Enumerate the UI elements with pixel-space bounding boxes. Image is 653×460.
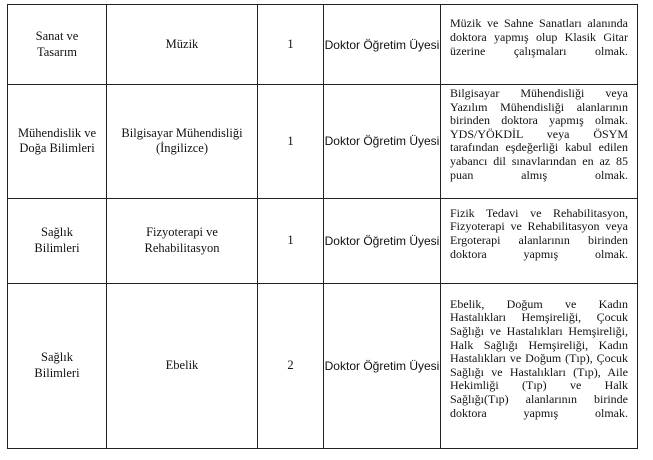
position-cell: Doktor Öğretim Üyesi	[324, 198, 441, 283]
table-row	[8, 85, 638, 199]
department-text: Bilgisayar Mühendisliği (İngilizce)	[121, 125, 243, 156]
requirement-text: Ebelik, Doğum ve Kadın Hastalıkları Hemşireliği, Çocuk Sağlığı ve Hastalıkları Hemşireliği, Halk Sağlığı Hemşireliği, Kadın Hastalıkları ve Doğum (Tıp), Çocuk Sağlığı ve Hastalıkları (Tıp), Aile Hekimliği (Tıp) ve Halk Sağlığı(Tıp) alanlarının birinde doktora yapmış olmak.	[450, 296, 628, 420]
field-text: Mühendislik ve Doğa Bilimleri	[17, 125, 97, 156]
field-cell	[8, 85, 107, 199]
requirement-cell	[441, 5, 638, 85]
table-row	[8, 198, 638, 283]
requirement-cell	[441, 85, 638, 199]
count-cell: 1	[258, 5, 324, 85]
requirement-text: Müzik ve Sahne Sanatları alanında doktora yapmış olup Klasik Gitar üzerine çalışmaları olmak.	[450, 16, 628, 58]
field-text: Sanat ve Tasarım	[35, 28, 79, 59]
table-row	[8, 283, 638, 448]
department-cell	[107, 198, 258, 283]
positions-table	[7, 4, 638, 449]
count-cell: 1	[258, 198, 324, 283]
field-cell	[8, 198, 107, 283]
requirement-cell	[441, 198, 638, 283]
field-text: Sağlık Bilimleri	[34, 350, 80, 380]
position-cell: Doktor Öğretim Üyesi	[324, 283, 441, 448]
count-cell: 2	[258, 283, 324, 448]
requirement-text: Bilgisayar Mühendisliği veya Yazılım Mühendisliği alanlarının birinden doktora yapmış olmak. YDS/YÖKDİL veya ÖSYM tarafından eşdeğerliği kabul edilen yabancı dil sınavlarından en az 85 puan almış olmak.	[450, 86, 628, 182]
requirement-cell	[441, 283, 638, 448]
position-cell: Doktor Öğretim Üyesi	[324, 85, 441, 199]
table-row	[8, 5, 638, 85]
field-text: Sağlık Bilimleri	[34, 225, 80, 255]
department-text: Fizyoterapi ve Rehabilitasyon	[144, 225, 220, 255]
position-cell: Doktor Öğretim Üyesi	[324, 5, 441, 85]
department-cell	[107, 85, 258, 199]
department-cell: Müzik	[107, 5, 258, 85]
requirement-text: Fizik Tedavi ve Rehabilitasyon, Fizyoterapi ve Rehabilitasyon veya Ergoterapi alanlarının birinden doktora yapmış olmak.	[450, 205, 628, 261]
count-cell: 1	[258, 85, 324, 199]
field-cell	[8, 5, 107, 85]
department-cell: Ebelik	[107, 283, 258, 448]
field-cell	[8, 283, 107, 448]
